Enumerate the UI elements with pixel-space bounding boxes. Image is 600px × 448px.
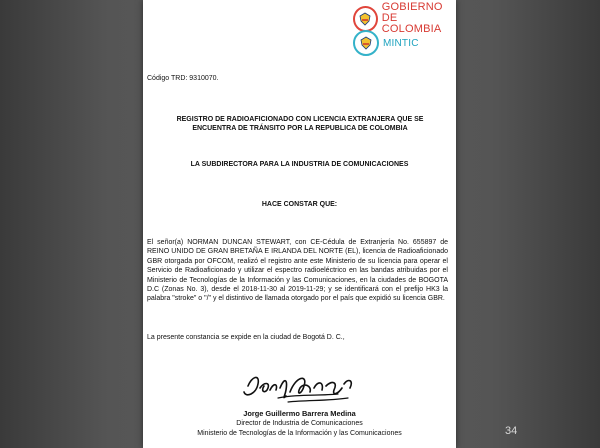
mintic-logo-text: MINTIC	[383, 37, 419, 49]
document-page	[143, 0, 456, 448]
hace-constar-heading: HACE CONSTAR QUE:	[261, 201, 338, 208]
signature-image	[238, 368, 363, 410]
ministry-name: Ministerio de Tecnologías de la Información y las Comunicaciones	[197, 430, 402, 437]
subdirectora-heading: LA SUBDIRECTORA PARA LA INDUSTRIA DE COMUNICACIONES	[190, 161, 409, 168]
trd-code: Código TRD: 9310070.	[147, 75, 219, 82]
gobierno-line2: DE COLOMBIA	[381, 12, 442, 35]
coat-of-arms-icon	[353, 6, 378, 32]
slide-page-number: 34	[505, 425, 518, 437]
body-paragraph: El señor(a) NORMAN DUNCAN STEWART, con CE-Cédula de Extranjería No. 655897 de REINO UNIDO DE GRAN BRETAÑA E IRLANDA DEL NORTE (EL), licencia de Radioaficionado GBR otorgada por OFCOM, realizó el registro ante este Ministerio de su licencia para operar el Servicio de Radioaficionado y utilizar el espectro radioeléctrico en las bandas atribuidas por el Ministerio de Tecnologías de la Información y las Comunicaciones, en la ciudades de BOGOTA D.C (Zonas No. 3), desde el 2018-11-30 al 2019-11-29; y se identificará con el prefijo HK3 la palabra "stroke" o "/" y el distintivo de llamada otorgado por el país que expidió su licencia GBR.	[147, 239, 448, 303]
coat-of-arms-icon	[353, 30, 379, 56]
document-title: REGISTRO DE RADIOAFICIONADO CON LICENCIA EXTRANJERA QUE SE ENCUENTRA DE TRÁNSITO POR LA REPUBLICA DE COLOMBIA	[176, 116, 424, 132]
constancia-line: La presente constancia se expide en la ciudad de Bogotá D. C.,	[147, 334, 345, 341]
signer-role: Director de Industria de Comunicaciones	[236, 420, 363, 427]
signer-name: Jorge Guillermo Barrera Medina	[243, 409, 356, 418]
gobierno-line1: GOBIERNO	[381, 1, 443, 13]
mintic-logo	[353, 30, 419, 56]
